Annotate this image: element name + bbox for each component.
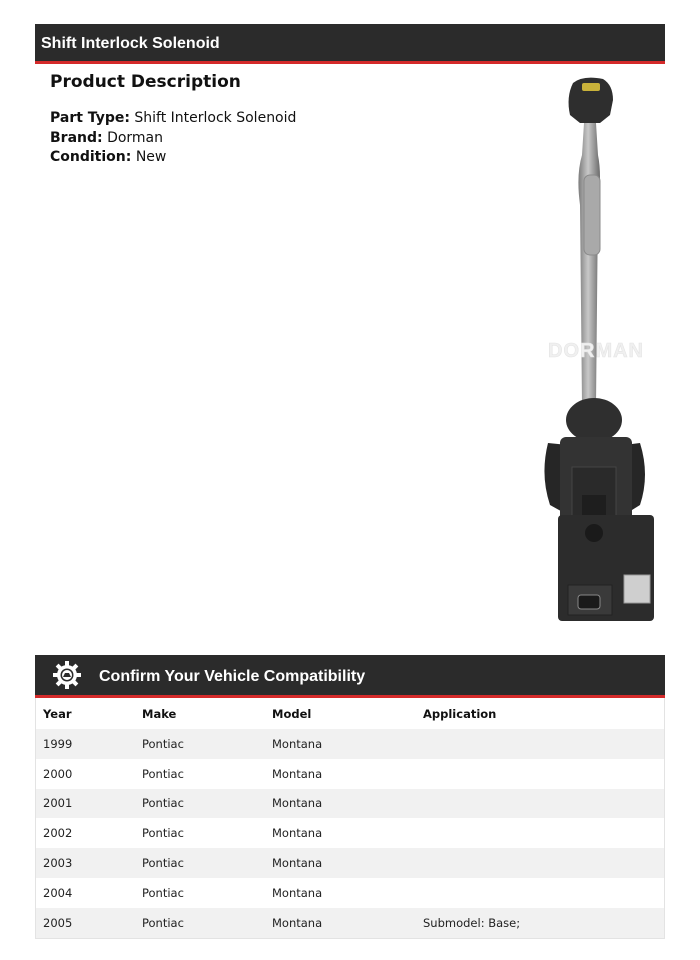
spec-label: Condition:	[50, 149, 132, 165]
compatibility-bar	[35, 655, 665, 698]
svg-text:DORMAN: DORMAN	[548, 340, 644, 362]
table-header-row	[36, 698, 664, 729]
cell-year: 1999	[43, 736, 73, 751]
product-description	[50, 70, 296, 168]
spec-value: New	[135, 149, 167, 165]
cell-model: Montana	[272, 826, 323, 841]
cell-year: 2004	[43, 885, 73, 900]
table-row	[36, 908, 664, 938]
cell-make: Pontiac	[142, 766, 184, 781]
spec-condition	[50, 148, 296, 168]
cell-make: Pontiac	[142, 915, 184, 930]
cell-make: Pontiac	[142, 826, 184, 841]
spec-list	[50, 109, 296, 168]
description-heading: Product Description	[50, 72, 241, 92]
table-row	[36, 878, 664, 908]
spec-value: Dorman	[107, 129, 164, 146]
cell-year: 2000	[43, 766, 73, 781]
cell-model: Montana	[272, 796, 323, 811]
cell-application: Submodel: Base;	[423, 915, 521, 930]
compatibility-table	[35, 698, 665, 939]
column-header-model: Model	[272, 706, 312, 721]
column-header-year: Year	[43, 706, 72, 721]
spec-part-type	[50, 109, 296, 129]
table-row	[36, 789, 664, 819]
product-image	[528, 75, 663, 625]
cell-year: 2002	[43, 826, 73, 841]
spec-value: Shift Interlock Solenoid	[134, 110, 297, 126]
gear-car-icon	[52, 660, 82, 690]
cell-make: Pontiac	[142, 736, 184, 751]
table-row	[36, 729, 664, 759]
column-header-application: Application	[423, 706, 497, 721]
cell-model: Montana	[272, 915, 323, 930]
cell-make: Pontiac	[142, 796, 184, 811]
cell-make: Pontiac	[142, 885, 184, 900]
cell-model: Montana	[272, 856, 323, 871]
table-row	[36, 848, 664, 878]
spec-brand	[50, 129, 296, 149]
table-row	[36, 759, 664, 789]
spec-label: Brand:	[50, 129, 103, 146]
cell-year: 2003	[43, 856, 73, 871]
cell-make: Pontiac	[142, 856, 184, 871]
compatibility-title: Confirm Your Vehicle Compatibility	[99, 668, 366, 685]
title-bar	[35, 24, 665, 64]
table-row	[36, 818, 664, 848]
cell-model: Montana	[272, 766, 323, 781]
page-title: Shift Interlock Solenoid	[41, 35, 220, 52]
column-header-make: Make	[142, 706, 177, 721]
cell-model: Montana	[272, 885, 323, 900]
cell-year: 2005	[43, 915, 73, 930]
spec-label: Part Type:	[50, 110, 130, 126]
cell-year: 2001	[43, 796, 73, 811]
cell-model: Montana	[272, 736, 323, 751]
